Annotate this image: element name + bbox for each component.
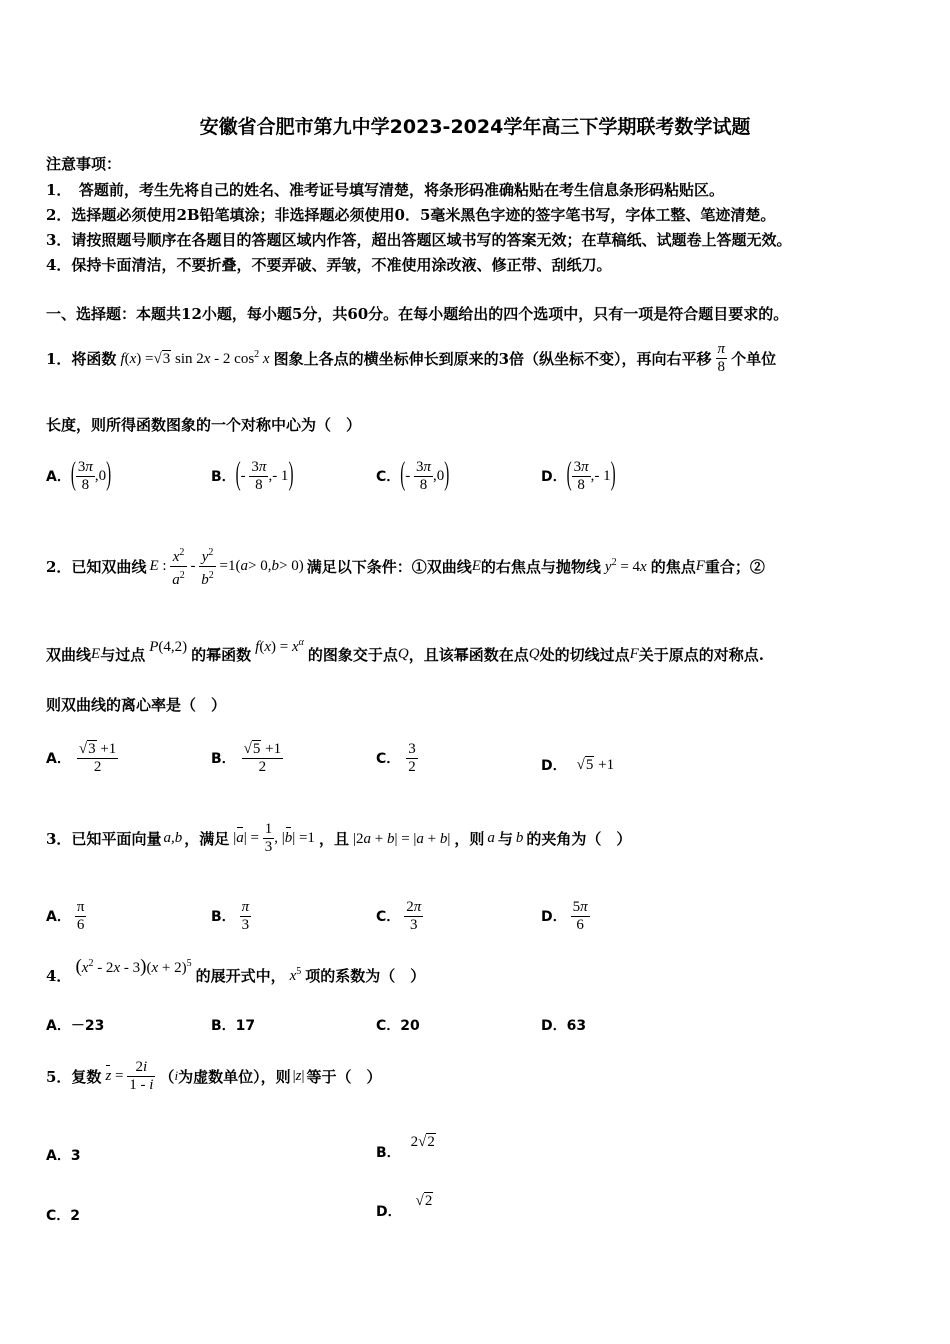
question-3: 3．已知平面向量 a,b ，满足 | a | = $\frac{1}{3}$ , | b | =1 ，且 |2a + b| = |a + b| ，则 a 与 b 的夹角为（ ） xyxy=(46,820,632,855)
q2-line-2: 双曲线 E 与过点 P(4,2) 的幂函数 $f(x) = x^\alpha$ 的图象交于点 Q ，且该幂函数在点 Q 处的切线过点 F 关于原点的对称点. xyxy=(46,636,765,664)
notice-item: 2．选择题必须使用2B铅笔填涂；非选择题必须使用0．5毫米黑色字迹的签字笔书写，字体工整、笔迹清楚。 xyxy=(46,206,776,224)
page-title: 安徽省合肥市第九中学2023-2024学年高三下学期联考数学试题 xyxy=(199,116,751,138)
q4-option-c[interactable]: C．20 xyxy=(376,1018,420,1034)
q2-option-c[interactable]: C． $\frac{3}{2}$ xyxy=(376,740,416,775)
q4-option-b[interactable]: B．17 xyxy=(211,1018,256,1034)
notice-item: 3．请按照题号顺序在各题目的答题区域内作答，超出答题区域书写的答案无效；在草稿纸、试题卷上答题无效。 xyxy=(46,231,792,249)
notice-item: 4．保持卡面清洁，不要折叠，不要弄破、弄皱，不准使用涂改液、修正带、刮纸刀。 xyxy=(46,256,612,274)
q3-option-a[interactable]: A． $\frac{\pi}{6}$ xyxy=(46,898,85,933)
question-5: 5．复数 z = $\frac{2i}{1 - i}$ （ i 为虚数单位），则 |z| 等于（ ） xyxy=(46,1058,382,1093)
q1-text-a: 1．将函数 xyxy=(46,349,117,368)
q5-option-b[interactable]: B． 2√2 xyxy=(376,1133,435,1161)
question-4: 4． $(x^2 - 2x - 3)(x + 2)^5$ 的展开式中， $x^5$ 项的系数为（ ） xyxy=(46,956,426,985)
q3-magnitude-condition: | a | = $\frac{1}{3}$ , | b | =1 xyxy=(233,820,315,855)
q2-hyperbola-formula: E : $\frac{x^2}{a^2}$ - $\frac{y^2}{b^2}$ =1( a > 0, b > 0) xyxy=(149,544,303,589)
q2-point-p: P(4,2) xyxy=(149,638,188,655)
q4-expression: $(x^2 - 2x - 3)(x + 2)^5$ xyxy=(75,956,192,977)
notice-item: 1． 答题前，考生先将自己的姓名、准考证号填写清楚，将条形码准确粘贴在考生信息条形码粘贴区。 xyxy=(46,181,724,199)
q2-option-d[interactable]: D． √5 +1 xyxy=(541,756,615,774)
q1-option-a[interactable]: A． ( $\frac{3\pi}{8}$ ,0 ) xyxy=(46,457,112,493)
q1-option-d[interactable]: D． ( $\frac{3\pi}{8}$ ,- 1 ) xyxy=(541,457,616,493)
q3-option-c[interactable]: C． $\frac{2\pi}{3}$ xyxy=(376,898,422,933)
q1-shift-fraction: $\frac{\pi}{8}$ xyxy=(717,340,726,375)
q2-option-b[interactable]: B． $\frac{√5 +1}{2}$ xyxy=(211,740,282,775)
q1-option-c[interactable]: C． ( - $\frac{3\pi}{8}$ ,0 ) xyxy=(376,457,450,493)
q5-complex-formula: z = $\frac{2i}{1 - i}$ xyxy=(105,1058,154,1093)
q3-option-d[interactable]: D． $\frac{5\pi}{6}$ xyxy=(541,898,588,933)
q1-text-b: 图象上各点的横坐标伸长到原来的3倍（纵坐标不变），再向右平移 xyxy=(273,349,712,368)
q1-function-formula: f(x) =√3 sin 2x - 2 $\cos^2 x$ xyxy=(120,348,270,367)
question-1 xyxy=(46,330,776,386)
q5-option-d[interactable]: D． √2 xyxy=(376,1192,433,1220)
q2-power-function: $f(x) = x^\alpha$ xyxy=(255,636,304,655)
q4-option-a[interactable]: A．－23 xyxy=(46,1018,105,1034)
question-2: 2．已知双曲线 E : $\frac{x^2}{a^2}$ - $\frac{y^2}{b^2}$ =1( a > 0, b > 0) 满足以下条件：①双曲线 E 的右焦点与抛物线 $y^2 = 4x$ 的焦点 F 重合；② xyxy=(46,538,765,594)
q4-option-d[interactable]: D．63 xyxy=(541,1018,587,1034)
q5-option-a[interactable]: A．3 xyxy=(46,1148,81,1164)
q1-text-c: 个单位 xyxy=(731,349,777,368)
q3-equation: |2a + b| = |a + b| xyxy=(352,830,451,847)
q2-parabola-formula: $y^2 = 4x$ xyxy=(604,556,647,575)
notice-heading: 注意事项： xyxy=(46,155,122,173)
q1-text-d: 长度，则所得函数图象的一个对称中心为（ ） xyxy=(46,416,362,434)
q3-option-b[interactable]: B． $\frac{\pi}{3}$ xyxy=(211,898,250,933)
q2-option-a[interactable]: A． $\frac{√3 +1}{2}$ xyxy=(46,740,117,775)
q1-option-b[interactable]: B． ( - $\frac{3\pi}{8}$ ,- 1 ) xyxy=(211,457,294,493)
q5-option-c[interactable]: C．2 xyxy=(46,1208,81,1224)
q2-line-3: 则双曲线的离心率是（ ） xyxy=(46,696,227,714)
section-heading: 一、选择题：本题共12小题，每小题5分，共60分。在每小题给出的四个选项中，只有一项是符合题目要求的。 xyxy=(46,305,789,323)
